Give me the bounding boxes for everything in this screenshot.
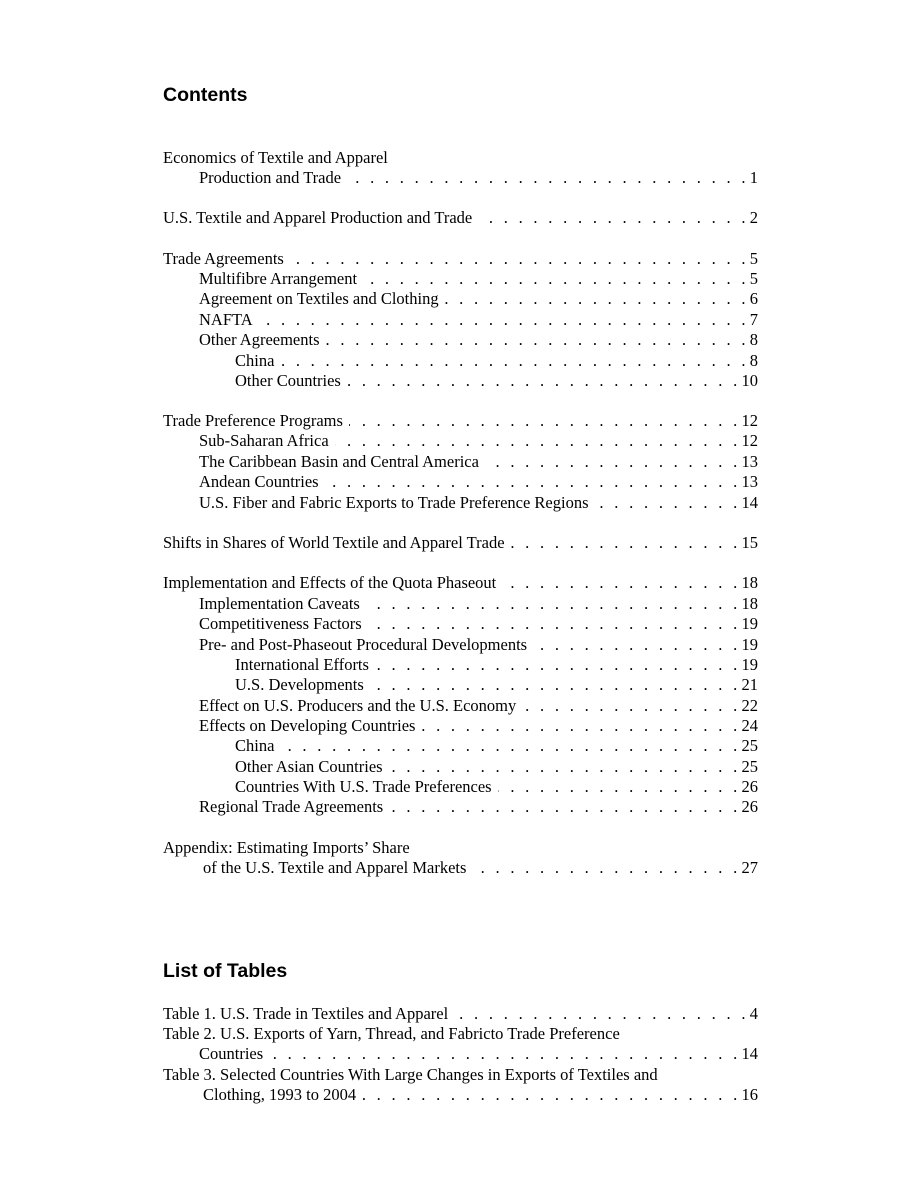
toc-page-number: 19 [741,655,758,674]
toc-entry-nafta[interactable] [199,310,758,330]
toc-entry-atc[interactable] [199,289,758,309]
toc-entry-other-countries[interactable] [235,371,758,391]
toc-entry-title: of the U.S. Textile and Apparel Markets [203,858,467,877]
dot-leader [362,1085,740,1105]
toc-page-number: 25 [741,757,758,776]
dot-leader [347,371,741,391]
toc-entry-title: International Efforts [235,655,369,674]
toc-entry-title: Other Agreements [199,330,320,349]
toc-entry-title: U.S. Developments [235,675,364,694]
toc-entry-title: China [235,351,275,370]
toc-page-number: 21 [741,675,758,694]
toc-entry-title: Sub-Saharan Africa [199,431,329,450]
toc-entry-title: Regional Trade Agreements [199,797,384,816]
table-entry-title: Countries [199,1044,264,1063]
toc-page-number: 8 [749,351,758,370]
dot-leader [421,716,740,736]
toc-page-number: 19 [741,635,758,654]
table-entry-3-line1 [163,1065,758,1085]
toc-entry-title: Trade Preference Programs [163,411,343,430]
toc-entry-international[interactable] [235,655,758,675]
toc-entry-title: Other Countries [235,371,341,390]
dot-leader [280,351,748,371]
toc-entry-title: U.S. Fiber and Fabric Exports to Trade Preference Regions [199,493,589,512]
dot-leader [478,208,748,228]
toc-page-number: 12 [741,431,758,450]
dot-leader [269,1044,740,1064]
toc-page-number: 18 [741,594,758,613]
dot-leader [595,493,741,513]
dot-leader [511,533,741,553]
dot-leader [389,757,741,777]
dot-leader [326,330,749,350]
toc-page-number: 8 [749,330,758,349]
toc-entry-andean[interactable] [199,472,758,492]
dot-leader [375,655,741,675]
dot-leader [472,858,740,878]
toc-entry-effect-us[interactable] [199,696,758,716]
dot-leader [522,696,740,716]
dot-leader [533,635,740,655]
toc-entry-title: Trade Agreements [163,249,284,268]
toc-entry-other-agreements[interactable] [199,330,758,350]
toc-page-number: 10 [741,371,758,390]
toc-entry-procedural[interactable] [199,635,758,655]
dot-leader [259,310,749,330]
table-entry-2-line1 [163,1024,758,1044]
toc-entry-competitiveness[interactable] [199,614,758,634]
dot-leader [347,168,749,188]
table-page-number: 14 [741,1044,758,1063]
toc-entry-title: U.S. Textile and Apparel Production and Trade [163,208,473,227]
toc-entry-us-developments[interactable] [235,675,758,695]
toc-entry-us-production[interactable] [163,208,758,228]
table-entry-title: Table 2. U.S. Exports of Yarn, Thread, and Fabricto Trade Preference [163,1024,620,1043]
toc-entry-developing[interactable] [199,716,758,736]
toc-entry-title: Agreement on Textiles and Clothing [199,289,439,308]
toc-page-number: 5 [749,249,758,268]
toc-entry-trade-agreements[interactable] [163,249,758,269]
toc-page-number: 22 [741,696,758,715]
toc-entry-caribbean[interactable] [199,452,758,472]
toc-entry-title: Shifts in Shares of World Textile and Apparel Trade [163,533,505,552]
table-entry-title: Clothing, 1993 to 2004 [203,1085,357,1104]
toc-entry-multifibre[interactable] [199,269,758,289]
toc-page-number: 5 [749,269,758,288]
toc-entry-economics[interactable] [199,168,758,188]
toc-page-number: 13 [741,472,758,491]
dot-leader [325,472,741,492]
dot-leader [389,797,740,817]
toc-page-number: 6 [749,289,758,308]
toc-entry-title: Appendix: Estimating Imports’ Share [163,838,410,857]
dot-leader [349,411,741,431]
toc-entry-china-developing[interactable] [235,736,758,756]
toc-entry-title: Competitiveness Factors [199,614,362,633]
toc-page-number: 26 [741,777,758,796]
toc-entry-shifts[interactable] [163,533,758,553]
dot-leader [368,614,741,634]
toc-entry-appendix-line1 [163,838,758,858]
toc-entry-regional[interactable] [199,797,758,817]
toc-entry-title: The Caribbean Basin and Central America [199,452,479,471]
toc-entry-appendix[interactable] [203,858,758,878]
toc-entry-title: Production and Trade [199,168,342,187]
toc-entry-title: Andean Countries [199,472,319,491]
toc-entry-title: Effect on U.S. Producers and the U.S. Economy [199,696,517,715]
toc-entry-caveats[interactable] [199,594,758,614]
toc-page-number: 14 [741,493,758,512]
toc-page-number: 27 [741,858,758,877]
toc-entry-title: Economics of Textile and Apparel [163,148,388,167]
table-entry-3[interactable] [203,1085,758,1105]
toc-page-number: 25 [741,736,758,755]
dot-leader [502,573,740,593]
dot-leader [454,1004,749,1024]
table-entry-title: Table 1. U.S. Trade in Textiles and Apparel [163,1004,449,1023]
toc-entry-title: Effects on Developing Countries [199,716,416,735]
toc-page-number: 7 [749,310,758,329]
table-page-number: 16 [741,1085,758,1104]
toc-page-number: 15 [741,533,758,552]
list-of-tables-heading: List of Tables [163,960,288,982]
toc-entry-trade-preferences-countries[interactable] [235,777,758,797]
dot-leader [335,431,741,451]
table-entry-title: Table 3. Selected Countries With Large Changes in Exports of Textiles and [163,1065,658,1084]
toc-page-number: 13 [741,452,758,471]
toc-page-number: 18 [741,573,758,592]
table-entry-2[interactable] [199,1044,758,1064]
toc-entry-fiber-exports[interactable] [199,493,758,513]
toc-entry-title: Countries With U.S. Trade Preferences [235,777,492,796]
toc-entry-title: Multifibre Arrangement [199,269,358,288]
dot-leader [370,675,741,695]
toc-entry-title: Implementation and Effects of the Quota Phaseout [163,573,497,592]
toc-entry-title: China [235,736,275,755]
dot-leader [363,269,749,289]
toc-page-number: 12 [741,411,758,430]
toc-entry-sub-saharan[interactable] [199,431,758,451]
dot-leader [366,594,741,614]
toc-entry-economics-line1 [163,148,758,168]
contents-heading: Contents [163,84,248,106]
toc-page-number: 2 [749,208,758,227]
dot-leader [498,777,741,797]
toc-entry-title: Pre- and Post-Phaseout Procedural Developments [199,635,528,654]
toc-entry-china-agreements[interactable] [235,351,758,371]
toc-entry-title: NAFTA [199,310,253,329]
dot-leader [445,289,749,309]
toc-entry-title: Implementation Caveats [199,594,360,613]
toc-entry-other-asian[interactable] [235,757,758,777]
dot-leader [485,452,741,472]
toc-entry-trade-preference[interactable] [163,411,758,431]
toc-entry-implementation[interactable] [163,573,758,593]
toc-page-number: 26 [741,797,758,816]
dot-leader [280,736,740,756]
toc-page-number: 1 [749,168,758,187]
toc-page-number: 19 [741,614,758,633]
toc-page-number: 24 [741,716,758,735]
table-page-number: 4 [749,1004,758,1023]
dot-leader [290,249,749,269]
toc-entry-title: Other Asian Countries [235,757,383,776]
table-entry-1[interactable] [163,1004,758,1024]
